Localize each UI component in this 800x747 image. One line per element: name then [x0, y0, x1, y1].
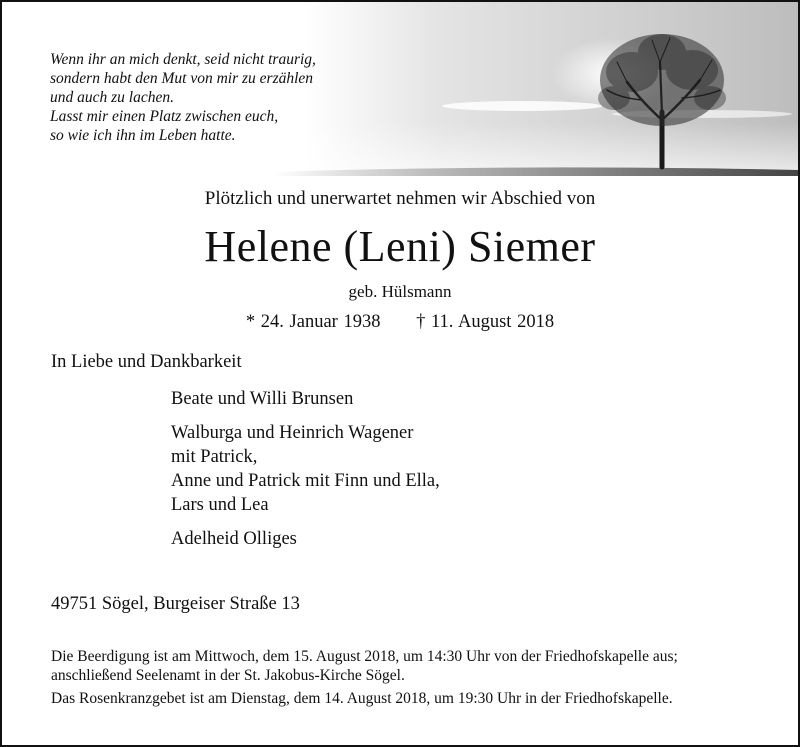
funeral-line: anschließend Seelenamt in der St. Jakobus-Kirche Sögel.: [51, 667, 405, 684]
funeral-notice: [51, 647, 678, 708]
death-date: † 11. August 2018: [416, 312, 555, 332]
poem-line: Lasst mir einen Platz zwischen euch,: [50, 108, 279, 125]
poem-line: Wenn ihr an mich denkt, seid nicht traurig,: [50, 51, 316, 68]
header-banner: [2, 2, 798, 182]
rosary-line: Das Rosenkranzgebet ist am Dienstag, dem 14. August 2018, um 19:30 Uhr in der Friedhofskapelle.: [51, 690, 673, 707]
intro-line: Plötzlich und unerwartet nehmen wir Abschied von: [204, 188, 596, 209]
love-line: In Liebe und Dankbarkeit: [51, 352, 242, 372]
mourner-line: Walburga und Heinrich Wagener: [171, 423, 414, 443]
deceased-name: Helene (Leni) Siemer: [204, 222, 596, 271]
mourner-group: [171, 387, 440, 411]
poem-line: so wie ich ihn im Leben hatte.: [50, 127, 236, 144]
poem-text: [50, 50, 316, 145]
poem-line: sondern habt den Mut von mir zu erzählen: [50, 70, 314, 87]
mourner-line: mit Patrick,: [171, 447, 258, 467]
mourner-line: Lars und Lea: [171, 495, 269, 515]
mourner-line: Beate und Willi Brunsen: [171, 389, 354, 409]
funeral-line: Die Beerdigung ist am Mittwoch, dem 15. August 2018, um 14:30 Uhr von der Friedhofskapelle aus;: [51, 648, 678, 665]
mourner-group: [171, 527, 440, 551]
birth-date: * 24. Januar 1938: [245, 312, 381, 332]
address: 49751 Sögel, Burgeiser Straße 13: [51, 594, 300, 614]
maiden-name: geb. Hülsmann: [348, 282, 452, 301]
life-dates: [2, 312, 798, 333]
mourners-list: [171, 387, 440, 561]
mourner-line: Adelheid Olliges: [171, 529, 297, 549]
poem-line: und auch zu lachen.: [50, 89, 174, 106]
mourner-group: [171, 421, 440, 517]
mourner-line: Anne und Patrick mit Finn und Ella,: [171, 471, 440, 491]
